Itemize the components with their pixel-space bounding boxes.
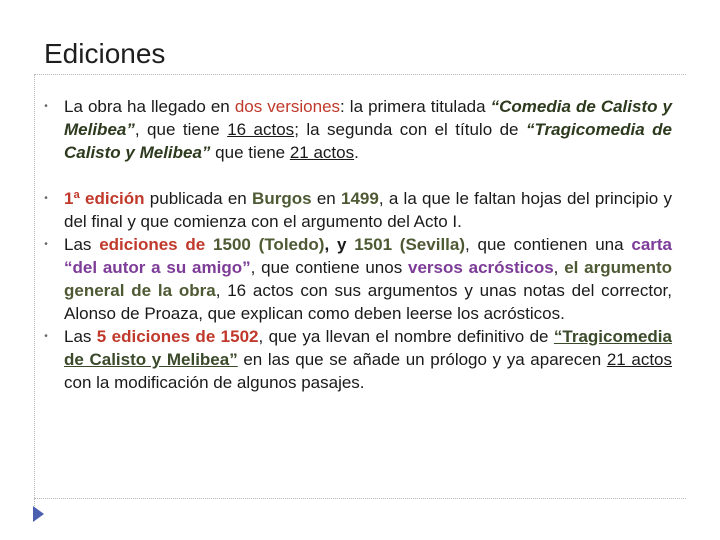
bullet-icon: • [44,331,48,342]
bullet-icon: • [44,193,48,204]
bullet-icon: • [44,101,48,112]
footer-divider [34,498,686,499]
page-title: Ediciones [44,38,166,69]
bullet-text-1500-1501: Las ediciones de 1500 (Toledo), y 1501 (Sevilla), que contienen una carta “del autor a su amigo”, que contiene unos versos acrósticos, el argumento general de la obra, 16 actos con sus argumentos y unas notas del corrector, Alonso de Proaza, que explican como deben leerse los acrósticos. [64,235,673,323]
title-divider [34,74,686,75]
list-item [28,233,672,325]
play-triangle-icon [33,506,44,522]
bullet-text-first-edition: 1ª edición publicada en Burgos en 1499, a la que le faltan hojas del principio y del final y que comienza con el argumento del Acto I. [64,189,672,231]
bullet-text-1502: Las 5 ediciones de 1502, que ya llevan el nombre definitivo de “Tragicomedia de Calisto y Melibea” en las que se añade un prólogo y ya aparecen 21 actos con la modificación de algunos pasajes. [64,327,672,392]
bullet-icon: • [44,239,48,250]
list-item [28,187,672,233]
list-item [28,325,672,394]
list-item [28,95,672,164]
bullet-text-versions: La obra ha llegado en dos versiones: la primera titulada “Comedia de Calisto y Melibea”, que tiene 16 actos; la segunda con el título de “Tragicomedia de Calisto y Melibea” que tiene 21 actos. [64,97,673,162]
bullet-list [28,95,672,394]
